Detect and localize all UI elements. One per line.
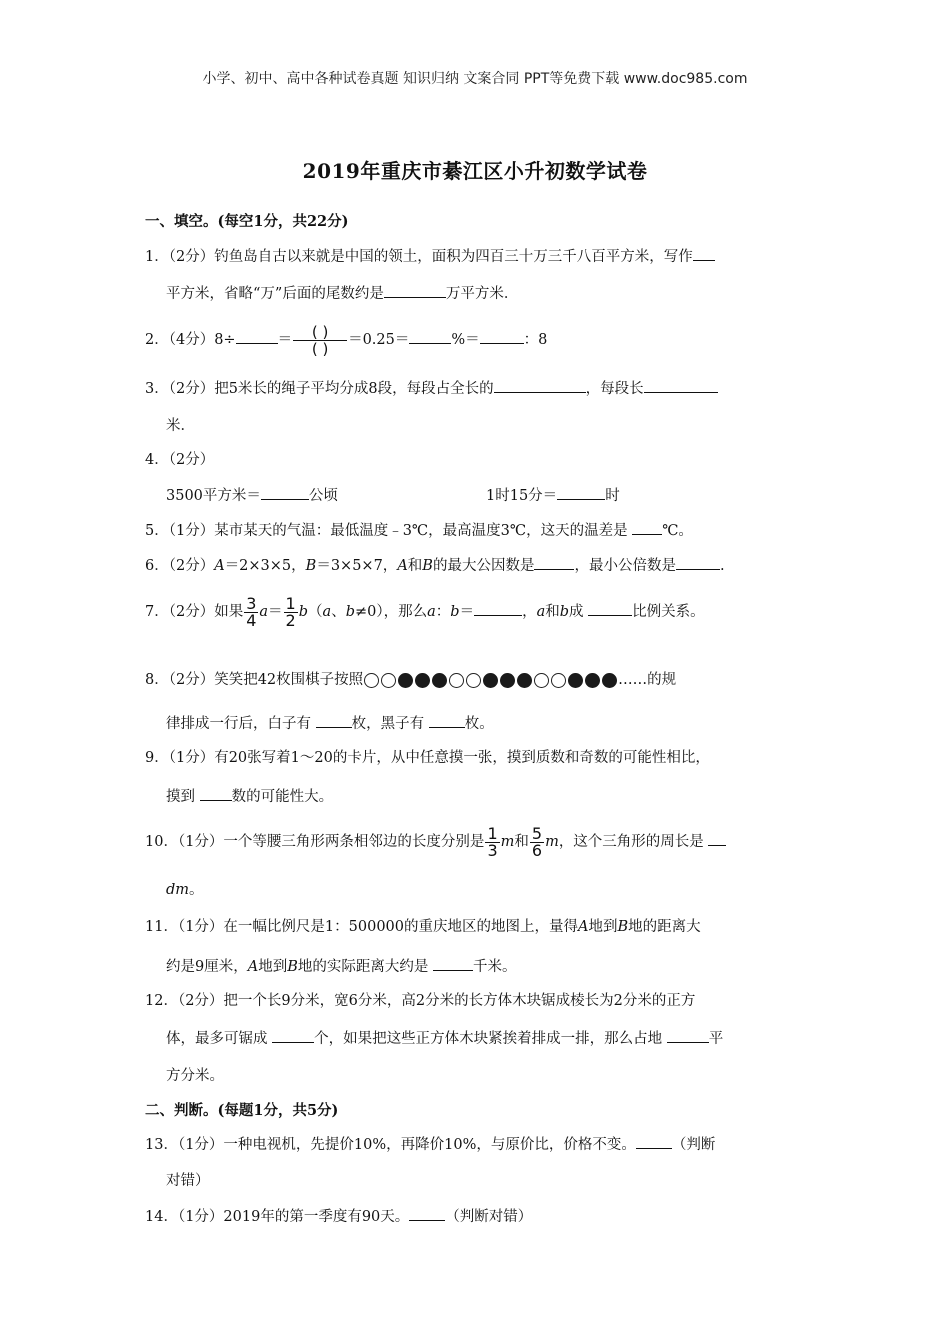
fraction-denominator-blank[interactable]: ( ) (311, 339, 329, 358)
var-b: b (298, 604, 309, 620)
q7-sep: 、 (331, 604, 346, 620)
answer-blank[interactable] (384, 283, 446, 298)
q11-text: 11．（1分）在一幅比例尺是1：500000的重庆地区的地图上，量得 (145, 919, 579, 935)
q9-text-2: 摸到 (166, 789, 195, 805)
q13-end: 对错） (166, 1173, 210, 1189)
q8-text-2: ……的规 (618, 672, 677, 688)
question-14 (145, 1206, 532, 1227)
var-b: B (617, 919, 629, 935)
var-a: A (578, 919, 589, 935)
black-stone-icon (500, 673, 515, 688)
answer-blank[interactable] (429, 713, 465, 728)
frac-num: 3 (246, 593, 257, 613)
q4-part1: 3500平方米＝ (166, 488, 261, 504)
unit-dm: dm (166, 882, 190, 898)
var-a: a (259, 604, 269, 620)
frac-num: 1 (285, 593, 296, 613)
q8-text-5: 枚。 (464, 716, 494, 732)
q5-text: 5．（1分）某市某天的气温：最低温度﹣3℃，最高温度3℃，这天的温差是 (145, 523, 628, 539)
question-13-cont (166, 1171, 210, 1191)
var-b: B (422, 558, 433, 574)
q10-text-2: ，这个三角形的周长是 (558, 834, 704, 850)
question-10-cont (166, 880, 204, 900)
white-stone-icon (381, 673, 396, 688)
fraction-1-3 (485, 823, 499, 860)
q6-gcd: 的最大公因数是 (432, 558, 535, 574)
q7-colon: ： (435, 604, 451, 620)
black-stone-icon (585, 673, 600, 688)
question-5 (145, 520, 693, 541)
q1-text: 1．（2分）钓鱼岛自古以来就是中国的领土，面积为四百三十万三千八百平方米，写作 (145, 249, 693, 265)
q12-end: 方分米。 (166, 1068, 224, 1084)
black-stone-icon (483, 673, 498, 688)
black-stone-icon (398, 673, 413, 688)
white-stone-icon (551, 673, 566, 688)
q13-text-2: （判断 (671, 1137, 716, 1153)
fraction-5-6 (530, 823, 544, 860)
q11-text-4: 约是9厘米， (166, 959, 248, 975)
frac-den: 6 (531, 840, 543, 860)
q8-text-3: 律排成一行后，白子有 (166, 716, 311, 732)
page-title: 2019年重庆市綦江区小升初数学试卷 (302, 159, 648, 183)
black-stone-icon (602, 673, 617, 688)
q13-text: 13．（1分）一种电视机，先提价10%，再降价10%，与原价比，价格不变。 (145, 1137, 636, 1153)
frac-num: 1 (487, 823, 498, 843)
q2-text: 2．（4分）8÷ (145, 332, 236, 348)
question-7 (145, 594, 705, 630)
question-13 (145, 1134, 715, 1155)
q2-text-2: ＝0.25＝ (348, 332, 410, 348)
question-3-cont (166, 416, 195, 436)
q7-cond: ≠0），那么 (354, 604, 428, 620)
answer-blank[interactable] (632, 520, 662, 535)
black-stone-icon (517, 673, 532, 688)
answer-blank[interactable] (636, 1134, 672, 1149)
question-9 (145, 748, 710, 768)
q6-text: 6．（2分） (145, 558, 215, 574)
q9-text: 9．（1分）有20张写着1～20的卡片，从中任意摸一张，摸到质数和奇数的可能性相比， (145, 750, 710, 766)
fraction-blank[interactable] (293, 324, 347, 357)
q4-part1-unit: 公顷 (308, 488, 338, 504)
question-6 (145, 555, 725, 576)
q7-eq2: ＝ (459, 604, 475, 620)
answer-blank[interactable] (494, 378, 586, 393)
answer-blank[interactable] (557, 485, 605, 500)
q1-text-2: 平方米，省略“万”后面的尾数约是 (166, 286, 384, 302)
white-stone-icon (466, 673, 481, 688)
q3-text-2: ，每段长 (585, 381, 644, 397)
q11-text-3: 地的距离大 (628, 919, 701, 935)
answer-blank[interactable] (316, 713, 352, 728)
answer-blank[interactable] (236, 329, 278, 344)
var-b: b (345, 604, 355, 620)
q10-text: 10．（1分）一个等腰三角形两条相邻边的长度分别是 (145, 834, 485, 850)
header-note: 小学、初中、高中各种试卷真题 知识归纳 文案合同 PPT等免费下载 www.doc985.com (202, 71, 748, 87)
q11-text-5: 地到 (258, 959, 288, 975)
var-b: b (450, 604, 460, 620)
var-a: a (427, 604, 436, 620)
question-4-part2 (486, 485, 620, 506)
question-9-cont (166, 786, 333, 807)
white-stone-icon (364, 673, 379, 688)
frac-den: 2 (285, 610, 296, 630)
white-stone-icon (534, 673, 549, 688)
var-a: A (397, 558, 408, 574)
go-stones-pattern (363, 668, 618, 692)
question-2 (145, 322, 547, 358)
q1-text-3: 万平方米． (445, 286, 519, 302)
q11-text-6: 地的实际距离大约是 (297, 959, 429, 975)
q3-text: 3．（2分）把5米长的绳子平均分成8段，每段占全长的 (145, 381, 494, 397)
answer-blank[interactable] (261, 485, 309, 500)
q6-end: . (719, 558, 725, 574)
fraction-1-2 (284, 593, 298, 630)
fraction-numerator-blank[interactable]: ( ) (293, 324, 347, 341)
q4-text: 4．（2分） (145, 452, 215, 468)
question-11-cont (166, 956, 516, 977)
var-a: A (247, 959, 259, 975)
question-8 (145, 668, 676, 692)
q6-and: 和 (407, 558, 423, 574)
black-stone-icon (568, 673, 583, 688)
q6-lcm: ，最小公倍数是 (574, 558, 676, 574)
frac-num: 5 (531, 823, 543, 843)
frac-den: 4 (246, 610, 257, 630)
q11-end: 千米。 (472, 959, 517, 975)
q14-end: （判断对错） (445, 1209, 533, 1225)
question-1 (145, 246, 715, 267)
q6-eq-b: ＝3×5×7， (316, 558, 398, 574)
var-b: B (305, 558, 317, 574)
q7-paren: （ (308, 604, 323, 620)
q10-and: 和 (514, 834, 529, 850)
frac-den: 3 (487, 840, 498, 860)
fraction-3-4 (244, 593, 258, 630)
var-a: a (536, 604, 546, 620)
q4-part2: 1时15分＝ (486, 488, 558, 504)
q4-part2-unit: 时 (605, 488, 620, 504)
question-3 (145, 378, 718, 399)
answer-blank[interactable] (272, 1028, 314, 1043)
answer-blank[interactable] (433, 956, 473, 971)
answer-blank[interactable] (409, 1206, 445, 1221)
answer-blank[interactable] (644, 378, 718, 393)
answer-blank[interactable] (708, 831, 726, 846)
black-stone-icon (415, 673, 430, 688)
answer-blank[interactable] (409, 329, 451, 344)
section-1-heading: 一、填空。(每空1分，共22分) (145, 213, 349, 230)
answer-blank[interactable] (588, 601, 632, 616)
var-b: b (559, 604, 570, 620)
q11-text-2: 地到 (588, 919, 618, 935)
answer-blank[interactable] (667, 1028, 709, 1043)
answer-blank[interactable] (534, 555, 574, 570)
q9-text-3: 数的可能性大。 (231, 789, 334, 805)
unit-m: m (500, 834, 515, 850)
section-2-heading: 二、判断。(每题1分，共5分) (145, 1102, 339, 1119)
q12-text-3: 个，如果把这些正方体木块紧挨着排成一排，那么占地 (314, 1031, 663, 1047)
q7-end: 比例关系。 (632, 604, 705, 620)
q2-text-3: ：8 (523, 332, 548, 348)
q2-pct: %＝ (451, 332, 480, 348)
q7-and: 和 (545, 604, 560, 620)
white-stone-icon (449, 673, 464, 688)
q7-text: 7．（2分）如果 (145, 604, 244, 620)
q8-text-4: 枚，黑子有 (351, 716, 425, 732)
question-10 (145, 823, 726, 861)
answer-blank[interactable] (480, 329, 524, 344)
question-4-parts (166, 485, 338, 506)
q7-cheng: 成 (569, 604, 584, 620)
var-a: A (214, 558, 225, 574)
question-12-cont2 (166, 1066, 224, 1086)
q14-text: 14．（1分）2019年的第一季度有90天。 (145, 1209, 410, 1225)
answer-blank[interactable] (676, 555, 720, 570)
q12-text-4: 平 (708, 1031, 724, 1047)
answer-blank[interactable] (200, 786, 232, 801)
q2-eq: ＝ (277, 332, 293, 348)
unit-m: m (545, 834, 559, 850)
q3-text-3: 米． (166, 418, 195, 434)
question-1-cont (166, 283, 518, 304)
question-4 (145, 450, 214, 470)
q6-eq-a: ＝2×3×5， (224, 558, 306, 574)
q10-end: 。 (189, 882, 204, 898)
q8-text: 8．（2分）笑笑把42枚围棋子按照 (145, 672, 364, 688)
q12-text: 12．（2分）把一个长9分米，宽6分米，高2分米的长方体木块锯成棱长为2分米的正方 (145, 993, 696, 1009)
question-11 (145, 917, 701, 937)
q7-eq: ＝ (268, 604, 283, 620)
question-12-cont (166, 1028, 723, 1049)
var-a: a (322, 604, 332, 620)
answer-blank[interactable] (474, 601, 522, 616)
answer-blank[interactable] (693, 246, 715, 261)
q12-text-2: 体，最多可锯成 (166, 1031, 268, 1047)
q5-text-2: ℃。 (662, 523, 693, 539)
q7-comma: ， (522, 604, 537, 620)
black-stone-icon (432, 673, 447, 688)
question-8-cont (166, 713, 494, 734)
var-b: B (287, 959, 298, 975)
question-12 (145, 991, 695, 1011)
